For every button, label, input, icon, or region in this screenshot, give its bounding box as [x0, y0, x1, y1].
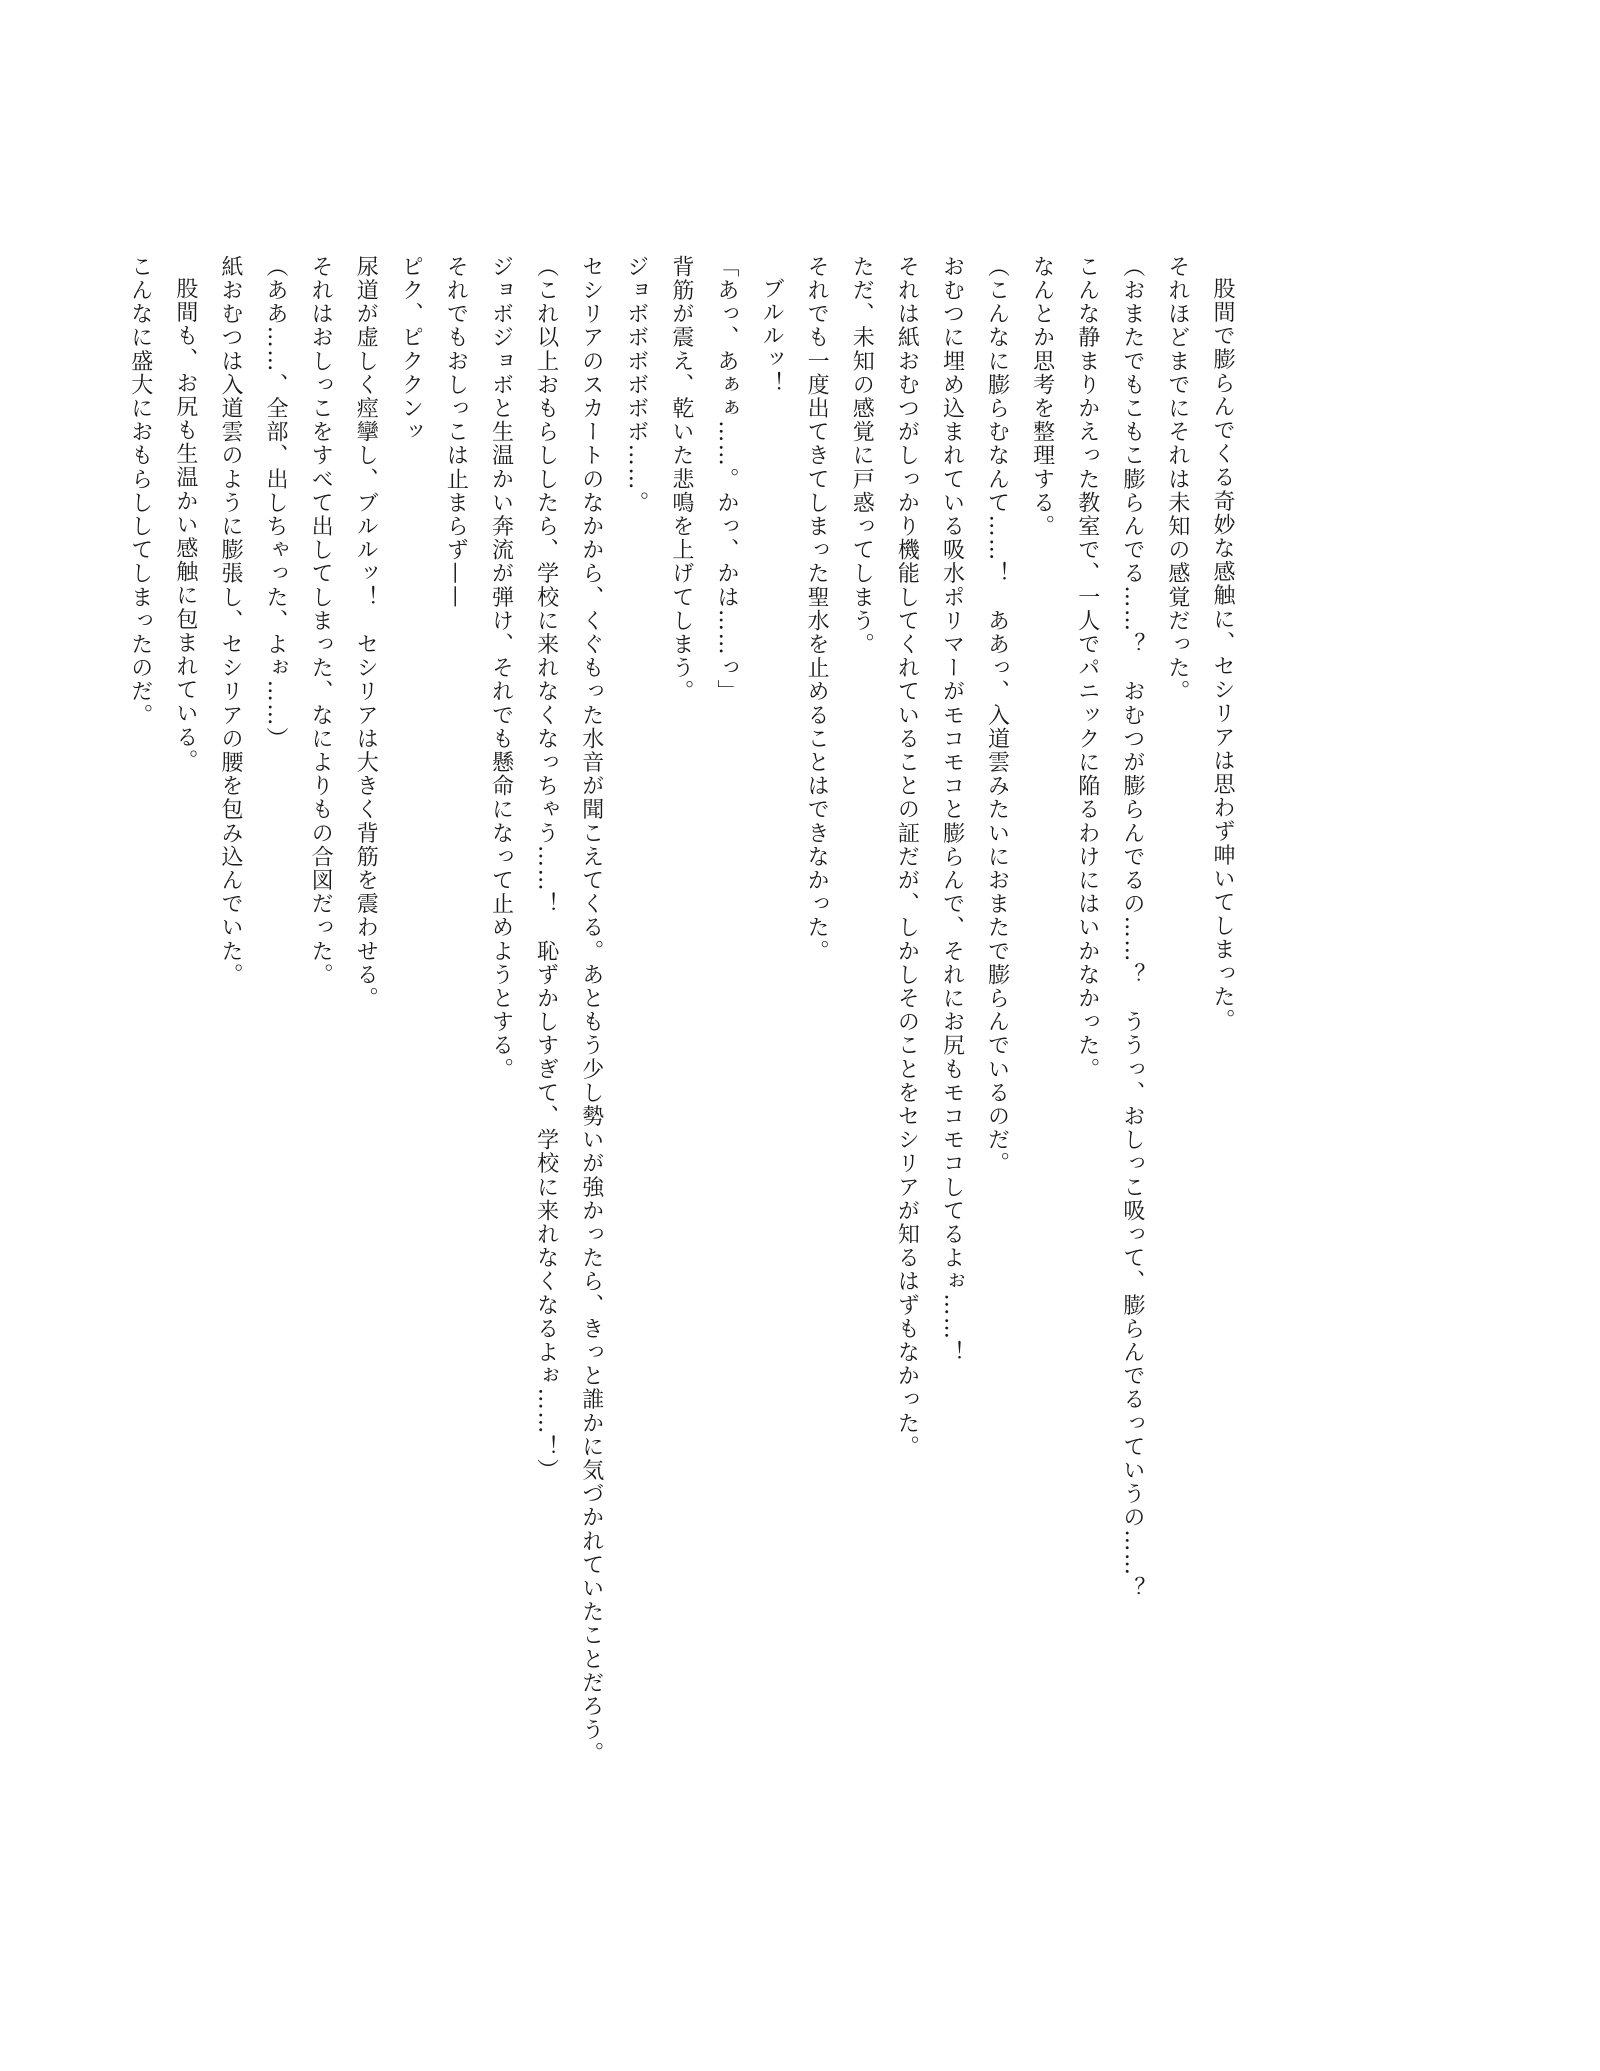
paragraph: （こんなに膨らむなんて……！ ああっ、入道雲みたいにおまたで膨らんでいるのだ。 — [984, 255, 1010, 1176]
paragraph: こんな静まりかえった教室で、一人でパニックに陥るわけにはいかなかった。 — [1074, 255, 1100, 1081]
paragraph: （おまたでもこもこ膨らんでる……？ おむつが膨らんでるの……？ ううっ、おしっこ吸って、膨らんでるっていうの……？ — [1119, 255, 1145, 1601]
paragraph: ジョボジョボと生温かい奔流が弾け、それでも懸命になって止めようとする。 — [488, 255, 514, 1081]
paragraph: こんなに盛大におもらししてしまったのだ。 — [127, 255, 153, 727]
paragraph: 背筋が震え、乾いた悲鳴を上げてしまう。 — [668, 255, 694, 704]
paragraph: 尿道が虚しく痙攣し、ブルルッ！ セシリアは大きく背筋を震わせる。 — [353, 255, 379, 1011]
paragraph: 紙おむつは入道雲のように膨張し、セシリアの腰を包み込んでいた。 — [217, 255, 243, 987]
novel-body-text — [127, 255, 1245, 1815]
paragraph: 股間で膨らんでくる奇妙な感触に、セシリアは思わず呻いてしまった。 — [1210, 277, 1235, 1033]
paragraph: それはおしっこをすべて出してしまった、なによりもの合図だった。 — [308, 255, 334, 987]
paragraph: なんとか思考を整理する。 — [1029, 255, 1055, 539]
paragraph: それでも一度出てきてしまった聖水を止めることはできなかった。 — [804, 255, 830, 963]
paragraph: 股間も、お尻も生温かい感触に包まれている。 — [172, 277, 198, 773]
paragraph: ジョボボボボボボ……。 — [623, 255, 649, 515]
paragraph: ただ、未知の感覚に戸惑ってしまう。 — [849, 255, 875, 657]
paragraph: ブルルッ！ — [759, 277, 785, 395]
paragraph: 「あっ、あぁぁ……。かっ、かは……っ」 — [713, 255, 739, 704]
paragraph: ピク、ピククンッ — [398, 255, 424, 444]
paragraph: （これ以上おもらししたら、学校に来れなくなっちゃう……！ 恥ずかしすぎて、学校に来れなくなるよぉ……！） — [533, 255, 559, 1483]
paragraph: それでもおしっこは止まらず—— — [443, 255, 469, 609]
paragraph: それは紙おむつがしっかり機能してくれていることの証だが、しかしそのことをセシリアが知るはずもなかった。 — [894, 255, 920, 1459]
paragraph: セシリアのスカートのなかから、くぐもった水音が聞こえてくる。あともう少し勢いが強かったら、きっと誰かに気づかれていたことだろう。 — [578, 255, 604, 1766]
paragraph: おむつに埋め込まれている吸水ポリマーがモコモコと膨らんで、それにお尻もモコモコしてるよぉ……！ — [939, 255, 965, 1365]
paragraph: それほどまでにそれは未知の感覚だった。 — [1164, 255, 1190, 704]
paragraph: （ああ……、全部、出しちゃった、よぉ……） — [263, 255, 289, 751]
